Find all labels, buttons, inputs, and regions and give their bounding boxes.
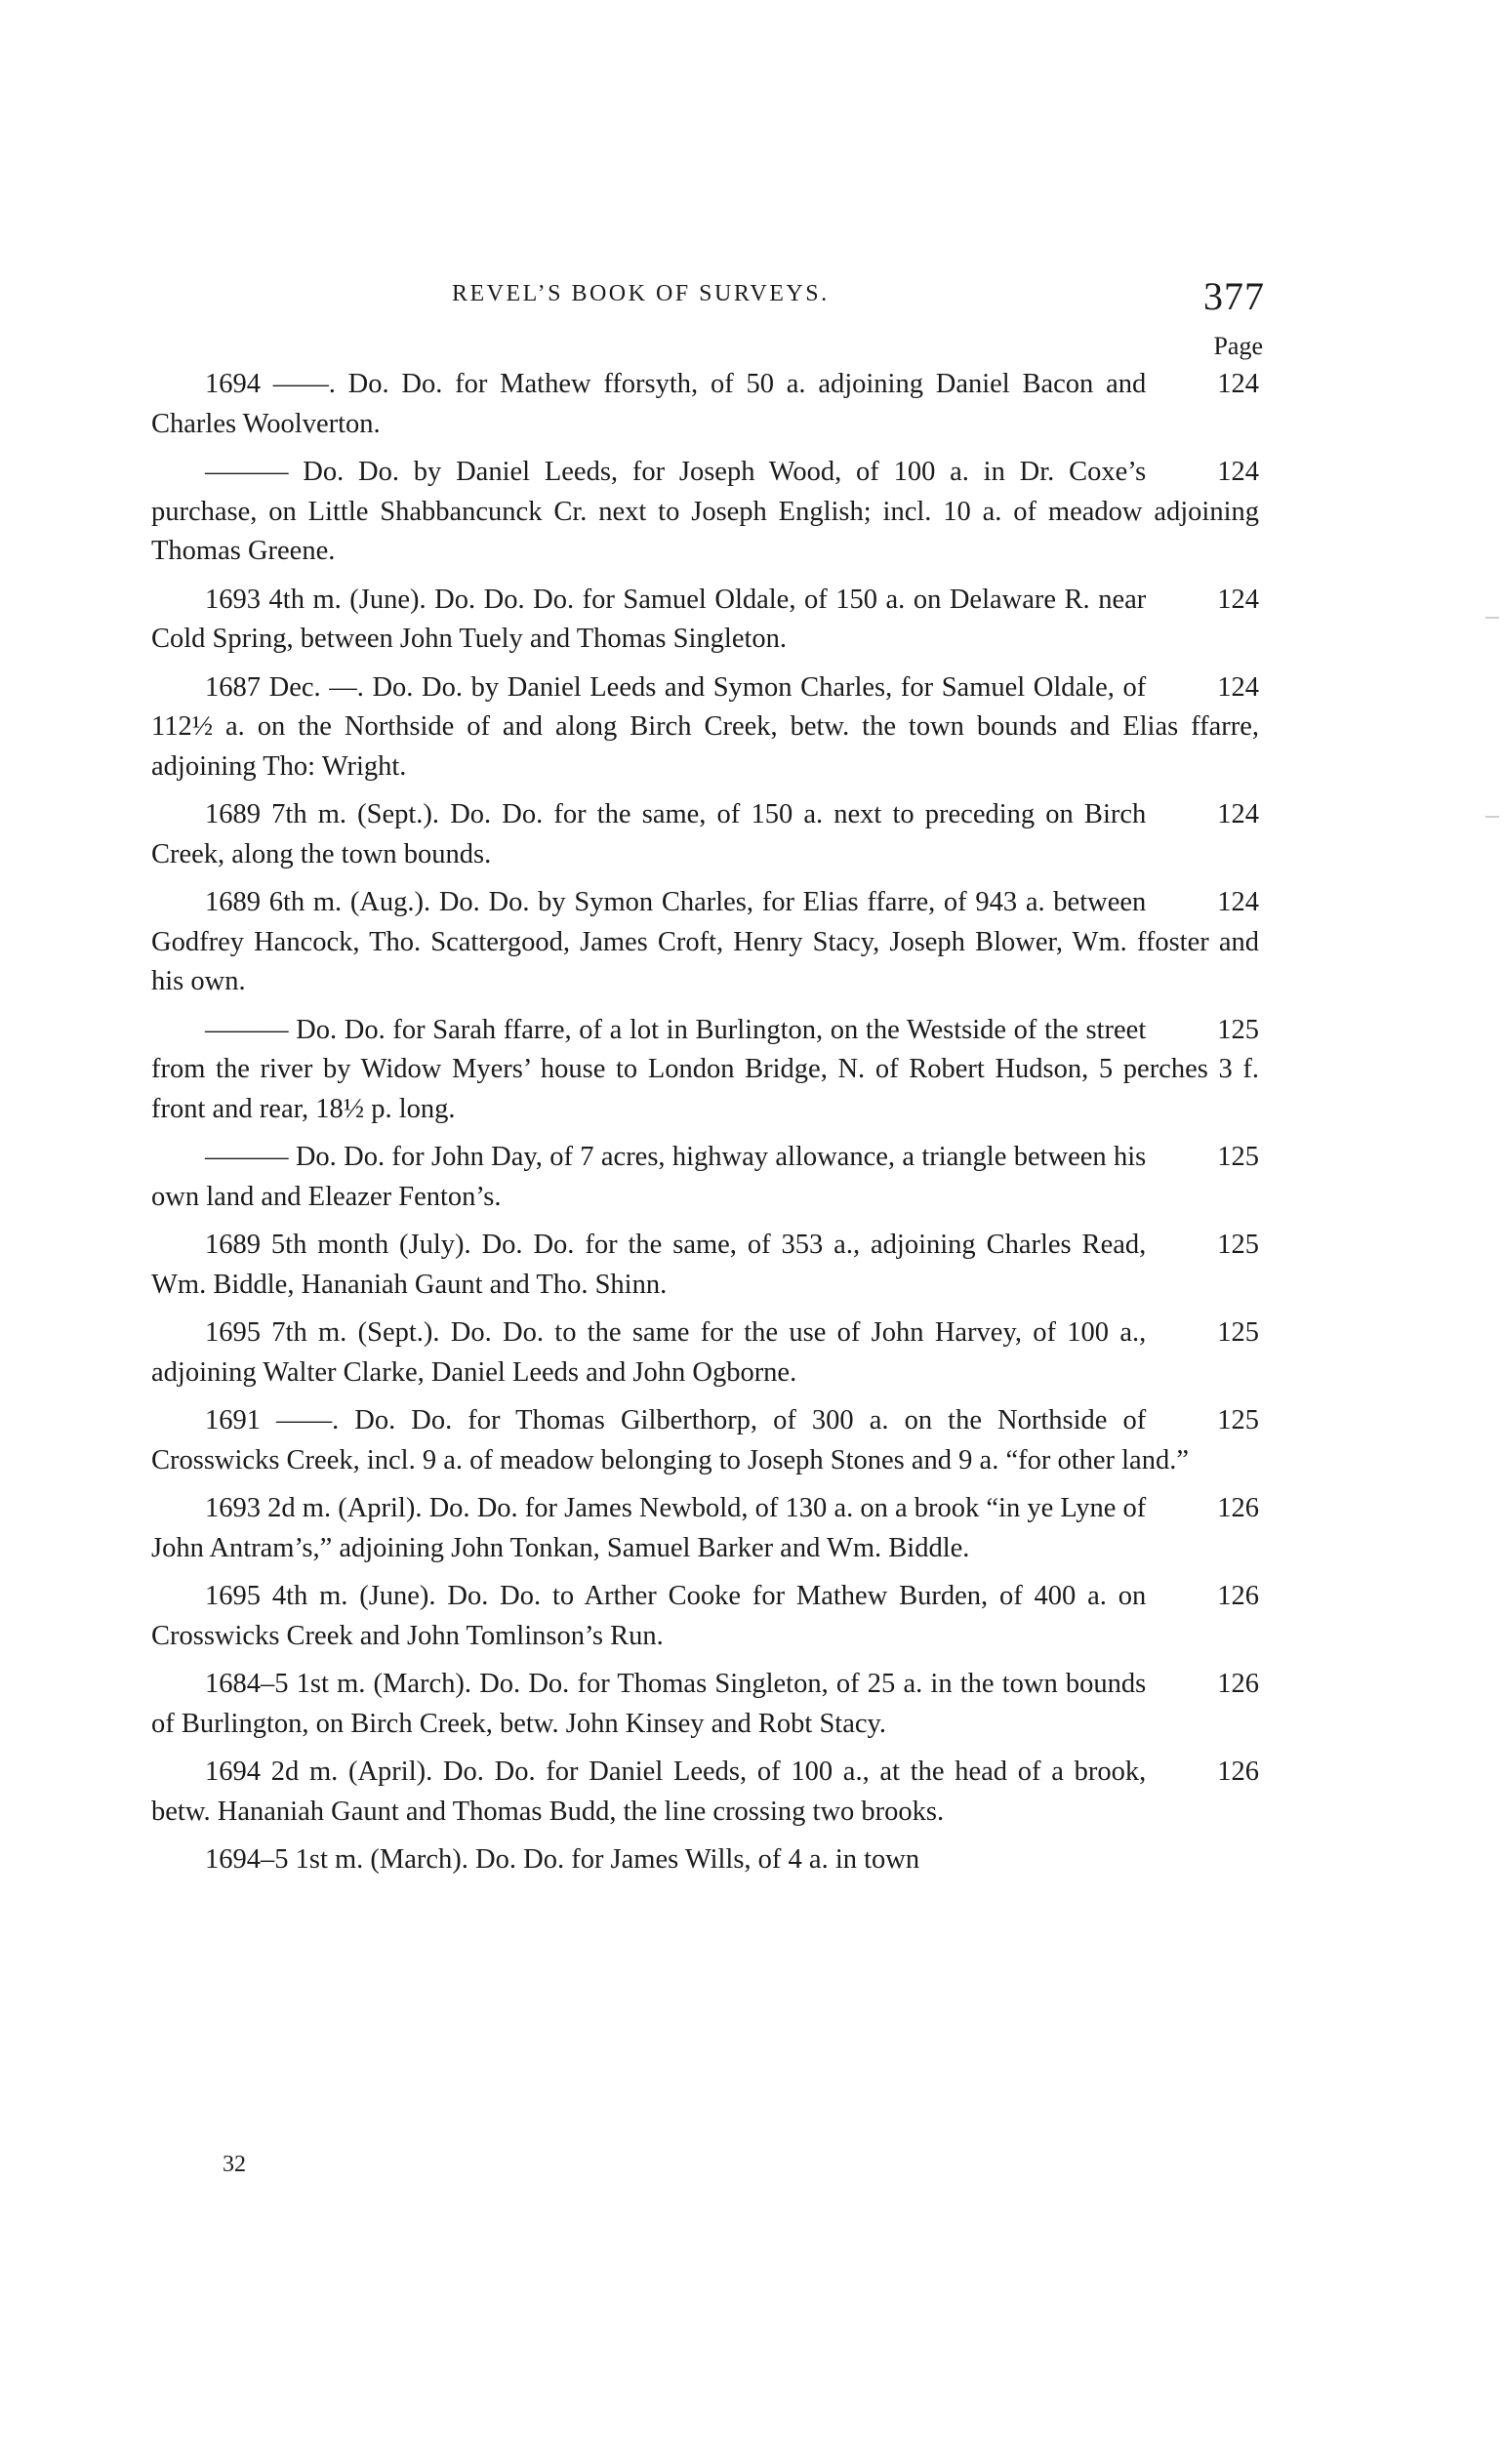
entry-text: 1695 7th m. (Sept.). Do. Do. to the same for the use of John Harvey, of 100 a., adjoining Walter Clarke, Daniel Leeds and John Ogborne. [151, 1317, 1147, 1388]
survey-entry [151, 1840, 1259, 1880]
page-reference: 126 [1217, 1757, 1259, 1787]
running-head [151, 273, 1265, 334]
page-reference: 126 [1217, 1581, 1259, 1611]
page-reference: 124 [1217, 584, 1259, 615]
survey-entries [151, 365, 1259, 1880]
page-reference: 124 [1217, 799, 1259, 829]
survey-entry [151, 883, 1259, 1002]
margin-mark [1485, 816, 1499, 818]
page-number: 377 [1203, 274, 1265, 318]
survey-entry [151, 1753, 1259, 1832]
entry-text: 1689 5th month (July). Do. Do. for the same, of 353 a., adjoining Charles Read, Wm. Biddle, Hananiah Gaunt and Tho. Shinn. [151, 1230, 1147, 1300]
page-reference: 125 [1217, 1405, 1259, 1435]
page-reference: 125 [1217, 1014, 1259, 1045]
margin-mark [1485, 617, 1499, 619]
survey-entry [151, 1313, 1259, 1393]
entry-text: 1693 4th m. (June). Do. Do. Do. for Samuel Oldale, of 150 a. on Delaware R. near Cold Spring, between John Tuely and Thomas Singleton. [151, 584, 1147, 654]
page-reference: 126 [1217, 1493, 1259, 1523]
page-reference: 124 [1217, 887, 1259, 917]
running-title: REVEL’S BOOK OF SURVEYS. [452, 281, 830, 306]
entry-text: ——— Do. Do. by Daniel Leeds, for Joseph Wood, of 100 a. in Dr. Coxe’s purchase, on Little Shabbancunck Cr. next to Joseph English; incl. 10 a. of meadow adjoining Thomas Greene. [151, 457, 1259, 566]
entry-text: 1695 4th m. (June). Do. Do. to Arther Cooke for Mathew Burden, of 400 a. on Crosswicks Creek and John Tomlinson’s Run. [151, 1581, 1147, 1651]
survey-entry [151, 1401, 1259, 1480]
entry-text: 1694–5 1st m. (March). Do. Do. for James Wills, of 4 a. in town [205, 1844, 920, 1875]
survey-entry [151, 795, 1259, 874]
page-reference: 124 [1217, 457, 1259, 487]
page-column-label: Page [1213, 332, 1263, 360]
survey-entry [151, 1577, 1259, 1656]
page-reference: 124 [1217, 671, 1259, 703]
entry-text: 1684–5 1st m. (March). Do. Do. for Thomas Singleton, of 25 a. in the town bounds of Burlington, on Birch Creek, betw. John Kinsey and Robt Stacy. [151, 1669, 1147, 1739]
entry-text: 1694 ——. Do. Do. for Mathew fforsyth, of 50 a. adjoining Daniel Bacon and Charles Woolverton. [151, 369, 1147, 439]
page-reference: 125 [1217, 1142, 1259, 1172]
survey-entry [151, 1489, 1259, 1568]
entry-text: 1687 Dec. —. Do. Do. by Daniel Leeds and Symon Charles, for Samuel Oldale, of 112½ a. on the Northside of and along Birch Creek, betw. the town bounds and Elias ffarre, adjoining Tho: Wright. [151, 671, 1259, 782]
entry-text: ——— Do. Do. for John Day, of 7 acres, highway allowance, a triangle between his own land and Eleazer Fenton’s. [151, 1142, 1147, 1212]
entry-text: 1691 ——. Do. Do. for Thomas Gilberthorp, of 300 a. on the Northside of Crosswicks Creek, incl. 9 a. of meadow belonging to Joseph Stones and 9 a. “for other land.” [151, 1405, 1189, 1475]
page-reference: 125 [1217, 1317, 1259, 1348]
page-reference: 125 [1217, 1230, 1259, 1260]
entry-text: 1689 6th m. (Aug.). Do. Do. by Symon Charles, for Elias ffarre, of 943 a. between Godfrey Hancock, Tho. Scattergood, James Croft, Henry Stacy, Joseph Blower, Wm. ffoster and his own. [151, 887, 1259, 996]
survey-entry [151, 1226, 1259, 1305]
survey-entry [151, 1011, 1259, 1130]
signature-mark: 32 [223, 2152, 246, 2177]
survey-entry [151, 581, 1259, 660]
survey-entry [151, 365, 1259, 444]
entry-text: 1694 2d m. (April). Do. Do. for Daniel Leeds, of 100 a., at the head of a brook, betw. Hananiah Gaunt and Thomas Budd, the line crossing two brooks. [151, 1757, 1147, 1827]
survey-entry [151, 668, 1259, 788]
entry-text: ——— Do. Do. for Sarah ffarre, of a lot in Burlington, on the Westside of the street from the river by Widow Myers’ house to London Bridge, N. of Robert Hudson, 5 perches 3 f. front and rear, 18½ p. long. [151, 1014, 1259, 1124]
page-body [151, 273, 1265, 1889]
survey-entry [151, 1665, 1259, 1744]
page-reference: 124 [1217, 369, 1259, 399]
entry-text: 1693 2d m. (April). Do. Do. for James Newbold, of 130 a. on a brook “in ye Lyne of John Antram’s,” adjoining John Tonkan, Samuel Barker and Wm. Biddle. [151, 1493, 1147, 1563]
entry-text: 1689 7th m. (Sept.). Do. Do. for the same, of 150 a. next to preceding on Birch Creek, along the town bounds. [151, 799, 1147, 869]
survey-entry [151, 453, 1259, 572]
survey-entry [151, 1138, 1259, 1217]
page-reference: 126 [1217, 1669, 1259, 1699]
